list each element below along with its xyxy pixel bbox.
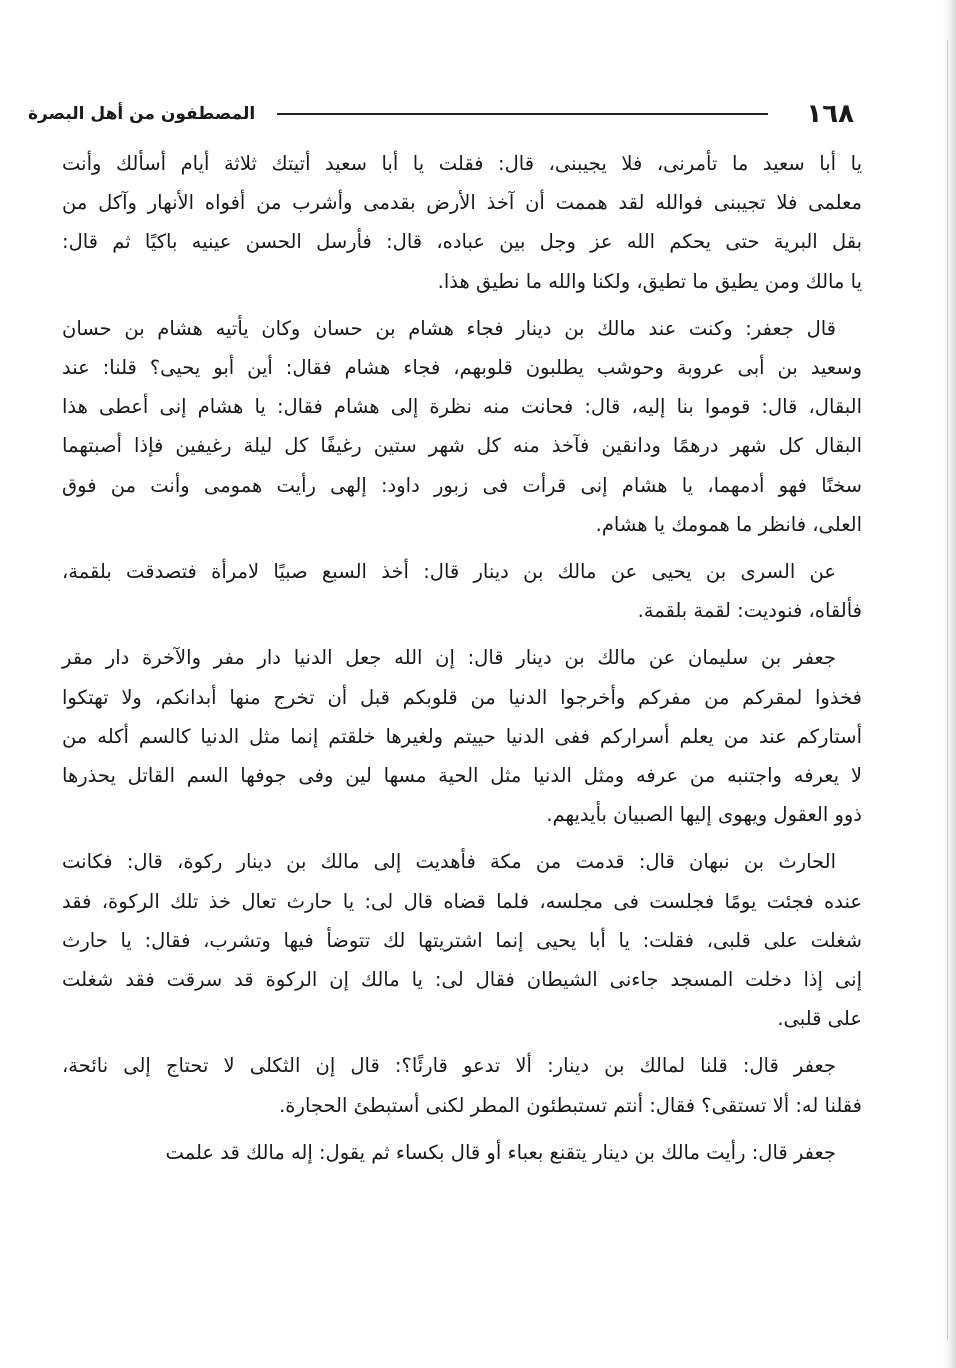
text-line: فقلنا له: ألا تستقى؟ فقال: أنتم تستبطئون المطر لكنى أستبطئ الحجارة. xyxy=(279,1093,862,1117)
text-line: على قلبى. xyxy=(777,1007,862,1031)
page-number: ١٦٨ xyxy=(806,99,854,129)
text-line: جعفر بن سليمان عن مالك بن دينار قال: إن الله جعل الدنيا دار مفر والآخرة دار مقر xyxy=(62,646,836,670)
running-title: المصطفون من أهل البصرة xyxy=(28,104,256,124)
text-line: بقل البرية حتى يحكم الله عز وجل بين عباده، قال: فأرسل الحسن عينيه باكيًا ثم قال: xyxy=(62,230,862,254)
header-rule xyxy=(277,113,768,115)
text-line: ذوو العقول ويهوى إليها الصبيان بأيديهم. xyxy=(546,803,862,827)
text-line: فخذوا لمقركم من مفركم وأخرجوا الدنيا من قلوبكم قبل أن تخرج منها أبدانكم، ولا تهتكوا xyxy=(62,685,862,709)
paragraph xyxy=(62,638,862,834)
paragraph xyxy=(62,842,862,1038)
paragraph xyxy=(62,309,862,544)
page-header xyxy=(28,94,854,134)
text-line: سخنًا فهو أدمهما، يا هشام إنى قرأت فى زبور داود: إلهى رأيت همومى وأنت من فوق xyxy=(62,473,862,497)
text-line: عنده فجئت يومًا فجلست فى مجلسه، فلما قضاه قال لى: يا حارث تعال خذ تلك الركوة، فقد xyxy=(62,889,862,913)
text-line: قال جعفر: وكنت عند مالك بن دينار فجاء هشام بن حسان وكان يأتيه هشام بن حسان xyxy=(62,316,836,340)
text-line: إنى إذا دخلت المسجد جاءنى الشيطان فقال لى: يا مالك إن الركوة قد سرقت فقد شغلت xyxy=(62,968,862,992)
text-line: الحارث بن نبهان قال: قدمت من مكة فأهديت إلى مالك بن دينار ركوة، قال: فكانت xyxy=(62,850,836,874)
paragraph xyxy=(62,1046,862,1124)
text-line: البقال، قال: قوموا بنا إليه، قال: فحانت منه نظرة إلى هشام فقال: يا هشام إنى أعطى هذا xyxy=(62,395,862,419)
text-line: جعفر قال: قلنا لمالك بن دينار: ألا تدعو قارئًا؟: قال إن الثكلى لا تحتاج إلى نائحة، xyxy=(62,1054,836,1078)
text-line: فألقاه، فنوديت: لقمة بلقمة. xyxy=(637,599,862,623)
paragraph xyxy=(62,552,862,630)
text-line: جعفر قال: رأيت مالك بن دينار يتقنع بعباء أو قال بكساء ثم يقول: إله مالك قد علمت xyxy=(165,1140,836,1164)
paragraph xyxy=(62,144,862,301)
paragraph xyxy=(62,1133,862,1172)
text-line: وسعيد بن أبى عروبة وحوشب يطلبون قلوبهم، فجاء هشام فقال: أين أبو يحيى؟ قلنا: عند xyxy=(62,356,862,380)
text-line: لا يعرفه واجتنبه من عرفه ومثل الدنيا مثل الحية مسها لين وفى جوفها السم القاتل يحذرها xyxy=(62,764,862,788)
text-line: شغلت على قلبى، فقلت: يا أبا يحيى إنما اشتريتها لك تتوضأ فيها وتشرب، فقال: يا حارث xyxy=(62,928,862,952)
text-line: معلمى فلا تجيبنى فوالله لقد هممت أن آخذ الأرض بقدمى وأشرب من أفواه الأنهار وآكل من xyxy=(62,191,862,215)
body-text xyxy=(62,144,862,1172)
text-line: يا أبا سعيد ما تأمرنى، فلا يجيبنى، قال: فقلت يا أبا سعيد أتيتك ثلاثة أيام أسألك وأنت xyxy=(62,152,862,175)
text-line: أستاركم عند من يعلم أسراركم ففى الدنيا حييتم ولغيرها خلقتم إنما مثل الدنيا كالسم أكله من xyxy=(62,724,862,748)
page-edge-line xyxy=(947,40,948,1340)
text-line: البقال كل شهر درهمًا ودانقين فآخذ منه كل شهر ستين رغيفًا كل ليلة رغيفين فإذا أصبتهما xyxy=(62,434,862,458)
text-line: يا مالك ومن يطيق ما تطيق، ولكنا والله ما نطيق هذا. xyxy=(437,269,862,293)
page-edge-shadow xyxy=(942,0,956,1368)
text-line: العلى، فانظر ما همومك يا هشام. xyxy=(595,512,862,536)
text-line: عن السرى بن يحيى عن مالك بن دينار قال: أخذ السبع صبيًا لامرأة فتصدقت بلقمة، xyxy=(62,560,836,584)
